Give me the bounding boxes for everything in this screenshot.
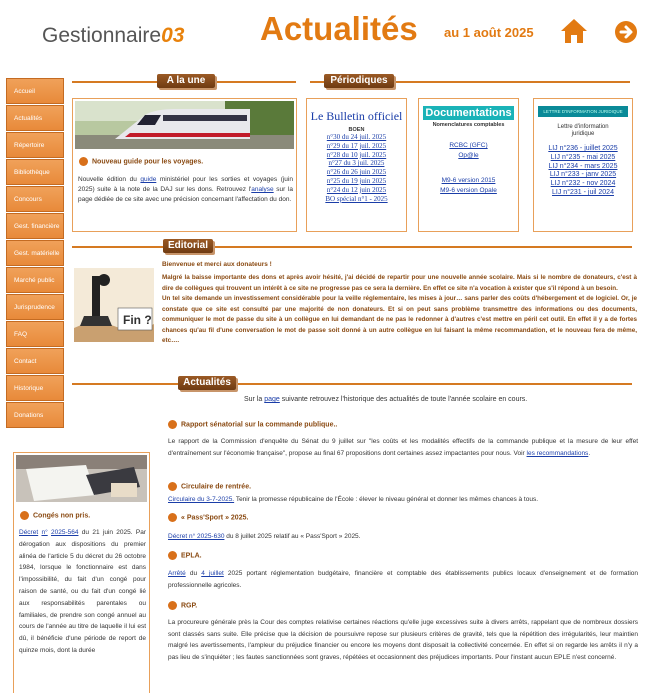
numero-link[interactable]: n° [41,529,48,536]
news-title: EPLA. [168,551,202,560]
bo-link[interactable]: n°27 du 3 juil. 2025 [328,159,385,168]
sidebar-item-gest-financiere[interactable]: Gest. financière [6,213,64,239]
bullet-icon [79,157,88,166]
decret-link[interactable]: Décret [19,529,39,536]
decret-passsport-link[interactable]: Décret n° 2025-630 [168,533,225,540]
sidebar-item-faq[interactable]: FAQ [6,321,64,347]
lij-link[interactable]: LIJ n°236 - juillet 2025 [548,145,618,152]
site-logo[interactable] [42,24,184,48]
bullet-icon [168,420,177,429]
sidebar-item-gest-materielle[interactable]: Gest. matérielle [6,240,64,266]
opale-link[interactable]: Op@le [458,152,479,159]
decret-number-link[interactable]: 2025-564 [51,529,79,536]
m96-opale-link[interactable]: M9-6 version Opale [440,187,497,194]
bo-link[interactable]: n°25 du 19 juin 2025 [326,176,387,185]
analyse-link[interactable]: analyse [251,186,274,193]
logo-text: Gestionnaire [42,24,162,47]
actualites-intro: Sur la page suivante retrouvez l'historique des actualités de toute l'année scolaire en cours. [244,396,528,403]
une-text: Nouvelle édition du guide ministériel pour les sorties et voyages (juin 2025) suite à la note de la DAJ sur les dons. Retrouvez l'analyse sur la page dédiée de ce site avec une précision concernant l'affectation du don. [78,176,294,203]
lij-card [533,98,633,232]
sidebar-item-repertoire[interactable]: Répertoire [6,132,64,158]
home-icon[interactable] [560,18,588,44]
section-banner-periodiques: Périodiques [324,74,394,88]
conges-text: Décret n° 2025-564 du 21 juin 2025. Par dérogation aux dispositions du premier alinéa de l'article 5 du décret du 26 octobre 1984, lorsque le fonctionnaire est dans l'impossibilité, du fait d'un congé pour raison de santé, ou du fait d'un congé lié aux responsabilités parentales ou familiales, de prendre son congé annuel au cours de l'année au titre de laquelle il lui est dû, il bénéficie d'une période de report de quinze mois, dont la durée [19,529,146,654]
editorial-heading: Bienvenue et merci aux donateurs ! [162,261,272,268]
news-text: Circulaire du 3-7-2025. Tenir la promesse républicaine de l'École : élever le niveau général et donner les mêmes chances à tous. [168,496,539,503]
bullet-icon [168,513,177,522]
documentations-subtitle: Nomenclatures comptables [432,122,505,128]
lij-link[interactable]: LIJ n°235 - mai 2025 [550,153,616,161]
lij-link[interactable]: LIJ n°234 - mars 2025 [548,162,618,170]
recommandations-link[interactable]: les recommandations [526,449,589,457]
bullet-icon [20,511,29,520]
sidebar-item-historique[interactable]: Historique [6,375,64,401]
documentations-title: Documentations [423,106,514,120]
logo-number: 03 [161,24,185,47]
lij-link[interactable]: LIJ n°233 - janv 2025 [549,171,617,179]
news-text: Arrêté du 4 juillet 2025 portant réglementation budgétaire, financière et comptable des établissements publics locaux d'enseignement et de formation professionnelle agricoles. [168,570,639,589]
bullet-icon [168,601,177,610]
history-page-link[interactable]: page [264,396,280,403]
news-text: La procureure générale près la Cour des comptes relativise certaines réactions qu'elle juge excessives suite à divers arrêts, rappelant que de nombreux dossiers sont classés sans suite. Elle précise que la décision de poursuivre repose sur plusieurs critères de gravité, tels que la répétition des irrégularités, leur maintien malgré les avertissements, l'ampleur du préjudice financier ou encore les moyens dont disposait la collectivité concernée. En effet si on regarde les arrêts il n'y a pas lieu de s'inquiéter ; les fautes sanctionnées sont graves, répétées et occasionnent des préjudices importants. Pour l'instant aucun EPLE n'est concerné. [168,619,638,661]
divider [72,246,632,248]
lij-banner: LETTRE D'INFORMATION JURIDIQUE [538,106,628,117]
bo-link[interactable]: n°24 du 12 juin 2025 [326,185,387,194]
editorial-paragraph: Un tel site demande un investissement considérable pour la veille réglementaire, les mises à jour… sans parler des coûts d'hébergement et de logiciel. Or, je constate que ce site est consulté par une majorité de non donateurs. Et si on peut sans problème transmettre des informations ou des documents, communiquer le mot de passe du site à un collègue en lui demandant de ne pas le redonner à d'autres c'est mettre en péril cet outil. En effet il y a de fortes chances qu'au fil d'une conversation le mot de passe soit donné à un autre collègue en lui faisant la même recommandation, et le nouveau fera de même, etc…. [162,295,637,344]
arrete-link[interactable]: Arrêté [168,570,186,577]
desk-image [16,455,147,502]
news-title: Circulaire de rentrée. [168,482,251,491]
une-card [72,98,297,232]
conges-card [13,452,150,693]
guide-link[interactable]: guide [140,176,157,183]
news-title: RGP. [168,601,197,610]
section-banner-actualites: Actualités [178,376,236,390]
bo-link[interactable]: n°26 du 26 juin 2025 [326,168,387,177]
juillet-link[interactable]: 4 juillet [201,570,224,577]
une-title: Nouveau guide pour les voyages. [79,157,203,166]
sidebar-item-concours[interactable]: Concours [6,186,64,212]
news-title: « Pass'Sport » 2025. [168,513,248,522]
news-text: Le rapport de la Commission d'enquête du Sénat du 9 juillet sur "les coûts et les modalités effectifs de la commande publique et la mesure de leur effet d'entraînement sur l'économie française", propose au final 67 propositions dont certaines assez impactantes pour nous. Voir les recommandations. [168,438,638,457]
sidebar-item-bibliotheque[interactable]: Bibliothèque [6,159,64,185]
lij-link[interactable]: LIJ n°232 - nov 2024 [550,180,616,188]
circulaire-link[interactable]: Circulaire du 3-7-2025. [168,496,235,503]
bo-link[interactable]: n°29 du 17 juil. 2025 [326,141,387,150]
bullet-icon [168,482,177,491]
section-banner-une: A la une [157,74,215,88]
news-text: Décret n° 2025-630 du 8 juillet 2025 relatif au « Pass'Sport » 2025. [168,533,361,540]
sidebar-item-contact[interactable]: Contact [6,348,64,374]
sidebar [6,78,64,429]
bo-link[interactable]: n°28 du 10 juil. 2025 [326,150,387,159]
news-title: Rapport sénatorial sur la commande publique.. [168,420,337,429]
bo-link[interactable]: n°30 du 24 juil. 2025 [326,133,387,141]
editorial-image-caption: Fin ? [123,313,152,327]
m96-2015-link[interactable]: M9-6 version 2015 [441,177,496,184]
editorial-image [74,268,154,342]
bo-title: Le Bulletin officiel [310,109,403,123]
sidebar-item-jurisprudence[interactable]: Jurisprudence [6,294,64,320]
header [0,0,645,64]
documentations-card [418,98,519,232]
sidebar-item-actualites[interactable]: Actualités [6,105,64,131]
page-title: Actualités [260,10,418,47]
page-date: au 1 août 2025 [444,25,534,40]
lij-link[interactable]: LIJ n°231 - juil 2024 [552,188,614,196]
divider [72,383,632,385]
train-image [75,101,294,149]
bo-subtitle: BOEN [348,127,365,133]
conges-title: Congés non pris. [20,511,90,520]
sidebar-item-marche-public[interactable]: Marché public [6,267,64,293]
bullet-icon [168,551,177,560]
bo-list [307,133,406,203]
lij-list [534,145,632,198]
editorial-paragraph: Malgré la baisse importante des dons et après avoir hésité, j'ai décidé de repartir pour une nouvelle année scolaire. Mais si le nombre de donateurs, c'est à dire de collègues qui trouvent un intérêt à ce site ne progresse pas ce sera la dernière. En effet ce site n'a vocation à exister que s'il répond à un besoin. [162,274,637,292]
lij-subtitle: Lettre d'information juridique [557,124,609,137]
arrow-right-circle-icon[interactable] [614,20,638,44]
bulletin-officiel-card [306,98,407,232]
bo-link[interactable]: BO spécial n°1 - 2025 [325,194,388,203]
rcbc-link[interactable]: RCBC (GFC) [449,142,488,149]
section-banner-editorial: Editorial [163,239,213,253]
sidebar-item-accueil[interactable]: Accueil [6,78,64,104]
sidebar-item-donations[interactable]: Donations [6,402,64,428]
editorial-text [162,273,637,347]
